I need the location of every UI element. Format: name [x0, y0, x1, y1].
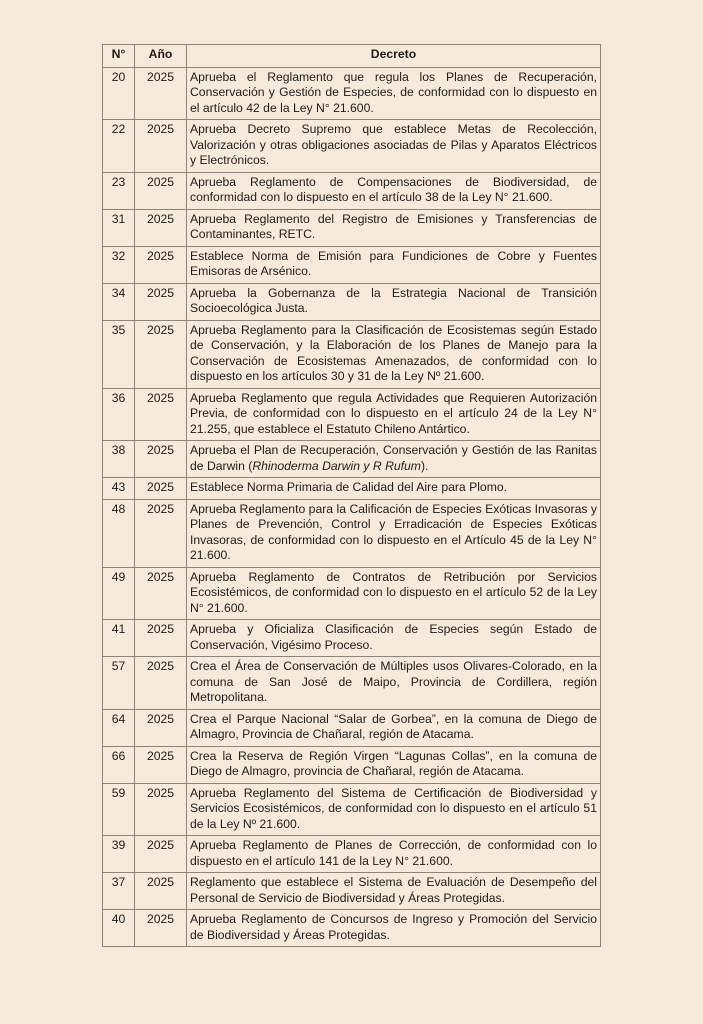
decree-number: 31	[103, 209, 135, 246]
decree-year: 2025	[135, 783, 187, 836]
decree-year: 2025	[135, 709, 187, 746]
decree-year: 2025	[135, 499, 187, 567]
decree-table	[102, 44, 601, 947]
table-row	[103, 499, 601, 567]
decree-number: 38	[103, 441, 135, 478]
decree-year: 2025	[135, 836, 187, 873]
header-decree: Decreto	[187, 45, 601, 68]
table-row	[103, 120, 601, 173]
decree-description: Crea la Reserva de Región Virgen “Lagunas Collas”, en la comuna de Diego de Almagro, provincia de Chañaral, región de Atacama.	[187, 746, 601, 783]
table-row	[103, 388, 601, 441]
decree-description: Aprueba Reglamento que regula Actividades que Requieren Autorización Previa, de conformidad con lo dispuesto en el artículo 24 de la Ley N° 21.255, que establece el Estatuto Chileno Antártico.	[187, 388, 601, 441]
decree-description: Aprueba Reglamento del Sistema de Certificación de Biodiversidad y Servicios Ecosistémicos, de conformidad con lo dispuesto en el artículo 51 de la Ley Nº 21.600.	[187, 783, 601, 836]
table-row	[103, 783, 601, 836]
decree-year: 2025	[135, 746, 187, 783]
decree-year: 2025	[135, 209, 187, 246]
header-year: Año	[135, 45, 187, 68]
table-row	[103, 246, 601, 283]
decree-year: 2025	[135, 567, 187, 620]
table-row	[103, 67, 601, 120]
decree-year: 2025	[135, 320, 187, 388]
species-name-italic: Rhinoderma Darwin y R Rufum	[252, 458, 421, 473]
decree-number: 66	[103, 746, 135, 783]
table-row	[103, 209, 601, 246]
decree-number: 32	[103, 246, 135, 283]
table-row	[103, 478, 601, 500]
decree-year: 2025	[135, 873, 187, 910]
table-row	[103, 873, 601, 910]
decree-year: 2025	[135, 67, 187, 120]
decree-year: 2025	[135, 246, 187, 283]
decree-number: 57	[103, 657, 135, 710]
table-row	[103, 283, 601, 320]
decree-number: 41	[103, 620, 135, 657]
decree-number: 23	[103, 172, 135, 209]
decree-number: 20	[103, 67, 135, 120]
decree-number: 64	[103, 709, 135, 746]
header-number: N°	[103, 45, 135, 68]
decree-number: 22	[103, 120, 135, 173]
decree-description: Aprueba Reglamento de Concursos de Ingreso y Promoción del Servicio de Biodiversidad y Áreas Protegidas.	[187, 910, 601, 947]
table-row	[103, 620, 601, 657]
decree-description: Aprueba el Reglamento que regula los Planes de Recuperación, Conservación y Gestión de Especies, de conformidad con lo dispuesto en el artículo 42 de la Ley N° 21.600.	[187, 67, 601, 120]
table-row	[103, 657, 601, 710]
table-header-row	[103, 45, 601, 68]
decree-description: Aprueba la Gobernanza de la Estrategia Nacional de Transición Socioecológica Justa.	[187, 283, 601, 320]
decree-number: 48	[103, 499, 135, 567]
decree-number: 36	[103, 388, 135, 441]
decree-description: Aprueba y Oficializa Clasificación de Especies según Estado de Conservación, Vigésimo Proceso.	[187, 620, 601, 657]
decree-description: Crea el Área de Conservación de Múltiples usos Olivares-Colorado, en la comuna de San José de Maipo, Provincia de Cordillera, región Metropolitana.	[187, 657, 601, 710]
decree-text: Aprueba el Plan de Recuperación, Conservación y Gestión de las Ranitas de Darwin (	[190, 443, 597, 473]
decree-number: 43	[103, 478, 135, 500]
table-row	[103, 836, 601, 873]
decree-year: 2025	[135, 657, 187, 710]
decree-number: 34	[103, 283, 135, 320]
decree-number: 35	[103, 320, 135, 388]
decree-description: Aprueba Reglamento de Compensaciones de Biodiversidad, de conformidad con lo dispuesto en el artículo 38 de la Ley N° 21.600.	[187, 172, 601, 209]
table-row	[103, 746, 601, 783]
decree-year: 2025	[135, 478, 187, 500]
decree-description: Aprueba Reglamento de Planes de Corrección, de conformidad con lo dispuesto en el artículo 141 de la Ley N° 21.600.	[187, 836, 601, 873]
decree-number: 37	[103, 873, 135, 910]
table-row	[103, 320, 601, 388]
decree-year: 2025	[135, 441, 187, 478]
decree-number: 49	[103, 567, 135, 620]
decree-description: Crea el Parque Nacional “Salar de Gorbea”, en la comuna de Diego de Almagro, Provincia de Chañaral, región de Atacama.	[187, 709, 601, 746]
decree-description: Aprueba Reglamento de Contratos de Retribución por Servicios Ecosistémicos, de conformidad con lo dispuesto en el artículo 52 de la Ley N° 21.600.	[187, 567, 601, 620]
decree-description: Aprueba Reglamento para la Clasificación de Ecosistemas según Estado de Conservación, y la Elaboración de los Planes de Manejo para la Conservación de Ecosistemas Amenazados, de conformidad con lo dispuesto en los artículos 30 y 31 de la Ley Nº 21.600.	[187, 320, 601, 388]
decree-year: 2025	[135, 172, 187, 209]
decree-text-end: ).	[420, 458, 429, 473]
decree-year: 2025	[135, 620, 187, 657]
decree-description: Establece Norma de Emisión para Fundiciones de Cobre y Fuentes Emisoras de Arsénico.	[187, 246, 601, 283]
decree-number: 59	[103, 783, 135, 836]
table-row	[103, 709, 601, 746]
table-row	[103, 910, 601, 947]
decree-description: Establece Norma Primaria de Calidad del Aire para Plomo.	[187, 478, 601, 500]
decree-year: 2025	[135, 283, 187, 320]
decree-description: Aprueba Decreto Supremo que establece Metas de Recolección, Valorización y otras obligaciones asociadas de Pilas y Aparatos Eléctricos y Electrónicos.	[187, 120, 601, 173]
table-row	[103, 441, 601, 478]
decree-number: 40	[103, 910, 135, 947]
decree-description: Reglamento que establece el Sistema de Evaluación de Desempeño del Personal de Servicio de Biodiversidad y Áreas Protegidas.	[187, 873, 601, 910]
decree-year: 2025	[135, 120, 187, 173]
table-row	[103, 172, 601, 209]
decree-description: Aprueba Reglamento para la Calificación de Especies Exóticas Invasoras y Planes de Prevención, Control y Erradicación de Especies Exóticas Invasoras, de conformidad con lo dispuesto en el Artículo 45 de la Ley N° 21.600.	[187, 499, 601, 567]
decree-description: Aprueba Reglamento del Registro de Emisiones y Transferencias de Contaminantes, RETC.	[187, 209, 601, 246]
decree-description	[187, 441, 601, 478]
table-row	[103, 567, 601, 620]
decree-number: 39	[103, 836, 135, 873]
decree-year: 2025	[135, 910, 187, 947]
decree-year: 2025	[135, 388, 187, 441]
